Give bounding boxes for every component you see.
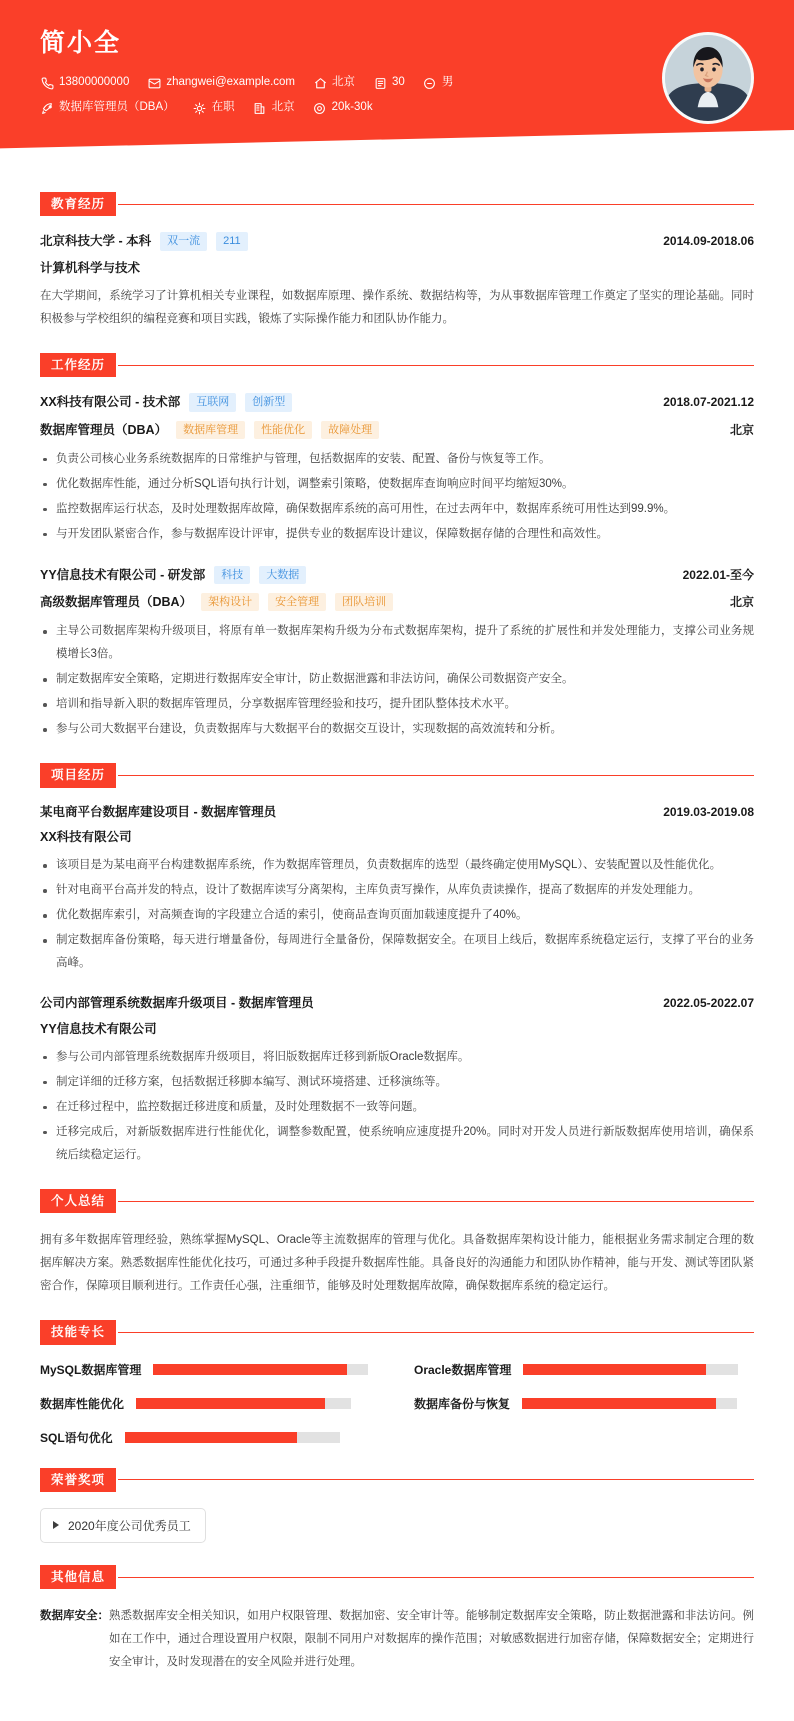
project-bullet: 迁移完成后，对新版数据库进行性能优化，调整参数配置，使系统响应速度提升20%。同时对开发人员进行新版数据库使用培训，确保系统后续稳定运行。 (40, 1121, 754, 1167)
contact-phone-text: 13800000000 (59, 76, 130, 89)
header-diagonal-decoration (0, 130, 794, 176)
section-divider (118, 1479, 754, 1480)
section-title-project: 项目经历 (40, 763, 116, 787)
building-icon (253, 101, 267, 115)
section-divider (118, 1201, 754, 1202)
work-location: 北京 (729, 595, 754, 610)
skill-label: 数据库备份与恢复 (414, 1396, 511, 1411)
work-bullet: 与开发团队紧密合作，参与数据库设计评审，提供专业的数据库设计建议，保障数据存储的合理性和高效性。 (40, 523, 754, 546)
id-card-icon (373, 76, 387, 90)
honor-item[interactable] (40, 1508, 206, 1543)
contact-gender-text: 男 (441, 76, 454, 89)
avatar-image (662, 32, 754, 124)
work-position-tag: 架构设计 (201, 593, 259, 611)
project-name: 某电商平台数据库建设项目 - 数据库管理员 (40, 804, 277, 819)
section-title-summary: 个人总结 (40, 1189, 116, 1213)
education-description: 在大学期间，系统学习了计算机相关专业课程，如数据库原理、操作系统、数据结构等，为从事数据库管理工作奠定了坚实的理论基础。同时积极参与学校组织的编程竞赛和项目实践，锻炼了实际操作能力和团队协作能力。 (40, 289, 754, 325)
education-tag: 双一流 (160, 232, 207, 250)
skill-progress-fill (153, 1364, 347, 1375)
project-bullet: 制定详细的迁移方案，包括数据迁移脚本编写、测试环境搭建、迁移演练等。 (40, 1071, 754, 1094)
work-bullets (40, 620, 754, 741)
work-bullet: 主导公司数据库架构升级项目，将原有单一数据库架构升级为分布式数据库架构，提升了系统的扩展性和并发处理能力，支撑公司业务规模增长3倍。 (40, 620, 754, 666)
other-info-label: 数据库安全： (40, 1610, 109, 1623)
work-bullet: 优化数据库性能，通过分析SQL语句执行计划，调整索引策略，使数据库查询响应时间平均缩短30%。 (40, 473, 754, 496)
project-company: XX科技有限公司 (40, 830, 132, 845)
honor-item-label: 2020年度公司优秀员工 (68, 1518, 191, 1533)
project-bullets (40, 1046, 754, 1167)
skill-label: MySQL数据库管理 (40, 1362, 142, 1377)
skill-progress-fill (523, 1364, 706, 1375)
project-bullet: 针对电商平台高并发的特点，设计了数据库读写分离架构，主库负责写操作，从库负责读操作，提高了数据库的并发处理能力。 (40, 879, 754, 902)
skills-grid (40, 1361, 754, 1446)
job-status-text: 在职 (211, 101, 235, 114)
other-info-item (40, 1605, 754, 1674)
work-date: 2018.07-2021.12 (663, 395, 754, 410)
skill-item (414, 1395, 754, 1412)
project-bullet: 参与公司内部管理系统数据库升级项目，将旧版数据库迁移到新版Oracle数据库。 (40, 1046, 754, 1069)
work-company-tag: 互联网 (189, 393, 236, 411)
status-icon (193, 101, 207, 115)
play-triangle-icon (53, 1521, 59, 1529)
contact-row-primary (40, 76, 640, 90)
skill-label: SQL语句优化 (40, 1430, 113, 1445)
education-tag: 211 (216, 232, 248, 250)
skill-item (40, 1361, 380, 1378)
contact-phone (40, 76, 129, 90)
project-company: YY信息技术有限公司 (40, 1021, 157, 1036)
project-bullet: 该项目是为某电商平台构建数据库系统，作为数据库管理员，负责数据库的选型（最终确定使用MySQL）、安装配置以及性能优化。 (40, 854, 754, 877)
skill-progress-track (523, 1364, 738, 1375)
rocket-icon (40, 101, 54, 115)
work-company-line (40, 393, 754, 411)
section-education (40, 192, 754, 331)
work-city-text: 北京 (271, 101, 295, 114)
section-work (40, 353, 754, 742)
work-bullet: 监控数据库运行状态，及时处理数据库故障，确保数据库系统的高可用性，在过去两年中，数据库系统可用性达到99.9%。 (40, 498, 754, 521)
skill-progress-track (136, 1398, 351, 1409)
section-header-summary (40, 1189, 754, 1213)
education-entry-headline (40, 232, 754, 250)
skill-progress-track (522, 1398, 737, 1409)
work-company-line (40, 566, 754, 584)
work-position-line (40, 421, 754, 439)
project-entry (40, 804, 754, 976)
mail-icon (147, 76, 161, 90)
skill-item (414, 1361, 754, 1378)
section-other (40, 1565, 754, 1674)
contact-gender (423, 76, 454, 90)
skill-progress-fill (136, 1398, 325, 1409)
summary-text: 拥有多年数据库管理经验，熟练掌握MySQL、Oracle等主流数据库的管理与优化。具备数据库架构设计能力，能根据业务需求制定合理的数据库解决方案。熟悉数据库性能优化技巧，可通过多种手段提升数据库性能。具备良好的沟通能力和团队协作精神，能与开发、测试等团队紧密合作，保障项目顺利进行。工作责任心强，注重细节，能够及时处理数据库故障，确保数据库系统的稳定运行。 (40, 1234, 754, 1293)
work-position-tag: 性能优化 (254, 421, 312, 439)
other-info-text: 熟悉数据库安全相关知识，如用户权限管理、数据加密、安全审计等。能够制定数据库安全策略，防止数据泄露和非法访问。例如在工作中，通过合理设置用户权限，限制不同用户对数据库的操作范围；对敏感数据进行加密存储，保障数据安全；定期进行安全审计，及时发现潜在的安全风险并进行处理。 (109, 1610, 754, 1669)
work-bullet: 参与公司大数据平台建设，负责数据库与大数据平台的数据交互设计，实现数据的高效流转和分析。 (40, 718, 754, 741)
section-honors (40, 1468, 754, 1543)
contact-age-text: 30 (392, 76, 405, 89)
section-summary (40, 1189, 754, 1298)
section-header-skills (40, 1320, 754, 1344)
project-headline (40, 995, 754, 1011)
section-title-skills: 技能专长 (40, 1320, 116, 1344)
section-header-education (40, 192, 754, 216)
contact-row-secondary (40, 101, 640, 115)
salary-expectation-text: 20k-30k (331, 101, 373, 114)
section-project (40, 763, 754, 1166)
section-divider (118, 1332, 754, 1333)
education-date: 2014.09-2018.06 (663, 234, 754, 249)
work-company-tag: 大数据 (259, 566, 306, 584)
contact-city (313, 76, 355, 90)
project-date: 2022.05-2022.07 (663, 996, 754, 1011)
work-bullets (40, 448, 754, 546)
project-headline (40, 804, 754, 820)
job-target-text: 数据库管理员（DBA） (59, 101, 175, 114)
work-position: 数据库管理员（DBA） (40, 422, 168, 437)
page-title: 简小全 (40, 29, 122, 57)
section-divider (118, 1577, 754, 1578)
skill-label: Oracle数据库管理 (414, 1362, 512, 1377)
section-header-work (40, 353, 754, 377)
skill-progress-fill (522, 1398, 716, 1409)
work-company-tag: 科技 (214, 566, 250, 584)
skill-item (40, 1395, 380, 1412)
section-title-education: 教育经历 (40, 192, 116, 216)
section-header-other (40, 1565, 754, 1589)
section-header-project (40, 763, 754, 787)
section-title-other: 其他信息 (40, 1565, 116, 1589)
work-entry (40, 566, 754, 742)
job-status (193, 101, 235, 115)
skill-item (40, 1429, 380, 1446)
project-bullet: 制定数据库备份策略，每天进行增量备份，每周进行全量备份，保障数据安全。在项目上线后，数据库系统稳定运行，支撑了平台的业务高峰。 (40, 929, 754, 975)
skill-progress-fill (125, 1432, 297, 1443)
work-company: YY信息技术有限公司 - 研发部 (40, 567, 206, 582)
work-position-line (40, 593, 754, 611)
education-entry (40, 232, 754, 331)
section-title-work: 工作经历 (40, 353, 116, 377)
section-skills (40, 1320, 754, 1445)
project-bullets (40, 854, 754, 975)
work-company: XX科技有限公司 - 技术部 (40, 395, 181, 410)
contact-age (373, 76, 405, 90)
work-bullet: 制定数据库安全策略，定期进行数据库安全审计，防止数据泄露和非法访问，确保公司数据资产安全。 (40, 668, 754, 691)
project-entry (40, 995, 754, 1167)
salary-expectation (313, 101, 373, 115)
project-bullet: 在迁移过程中，监控数据迁移进度和质量，及时处理数据不一致等问题。 (40, 1096, 754, 1119)
phone-icon (40, 76, 54, 90)
work-position-tag: 故障处理 (321, 421, 379, 439)
project-date: 2019.03-2019.08 (663, 804, 754, 819)
contact-city-text: 北京 (332, 76, 356, 89)
header-info (40, 28, 640, 126)
work-date: 2022.01-至今 (682, 567, 754, 582)
work-position: 高级数据库管理员（DBA） (40, 595, 193, 610)
work-location: 北京 (729, 422, 754, 437)
work-entry (40, 393, 754, 546)
resume-body (0, 176, 794, 1708)
contact-email-text: zhangwei@example.com (166, 76, 296, 89)
section-title-honors: 荣誉奖项 (40, 1468, 116, 1492)
section-divider (118, 204, 754, 205)
skill-progress-track (153, 1364, 368, 1375)
work-bullet: 培训和指导新入职的数据库管理员，分享数据库管理经验和技巧，提升团队整体技术水平。 (40, 693, 754, 716)
skill-label: 数据库性能优化 (40, 1396, 125, 1411)
education-major: 计算机科学与技术 (40, 260, 141, 275)
section-divider (118, 775, 754, 776)
salary-icon (313, 101, 327, 115)
avatar (662, 32, 754, 124)
section-divider (118, 365, 754, 366)
work-position-tag: 团队培训 (335, 593, 393, 611)
resume-header (0, 0, 794, 176)
project-bullet: 优化数据库索引，对高频查询的字段建立合适的索引，使商品查询页面加载速度提升了40%。 (40, 904, 754, 927)
contact-email (147, 76, 295, 90)
job-target (40, 101, 175, 115)
honor-list (40, 1508, 754, 1543)
work-bullet: 负责公司核心业务系统数据库的日常维护与管理，包括数据库的安装、配置、备份与恢复等工作。 (40, 448, 754, 471)
home-icon (313, 76, 327, 90)
work-position-tag: 数据库管理 (176, 421, 245, 439)
work-position-tag: 安全管理 (268, 593, 326, 611)
gender-icon (423, 76, 437, 90)
work-city (253, 101, 295, 115)
work-company-tag: 创新型 (245, 393, 292, 411)
project-name: 公司内部管理系统数据库升级项目 - 数据库管理员 (40, 996, 314, 1011)
skill-progress-track (125, 1432, 340, 1443)
section-header-honors (40, 1468, 754, 1492)
education-school: 北京科技大学 - 本科 (40, 234, 152, 249)
